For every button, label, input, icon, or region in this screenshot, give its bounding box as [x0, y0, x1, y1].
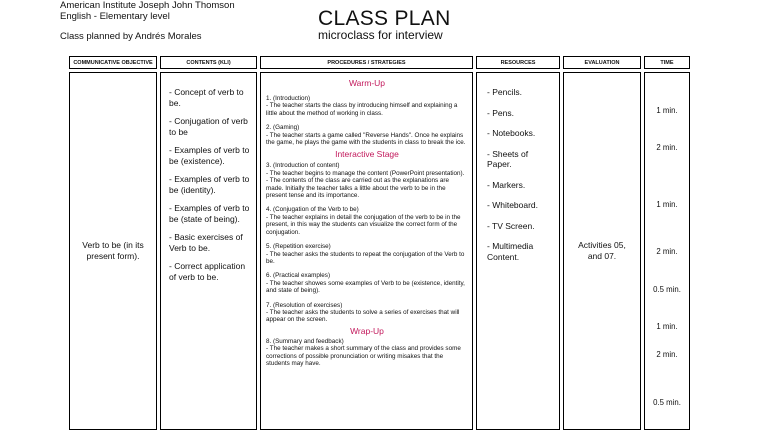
resource-item: - Multimedia Content. [487, 241, 534, 262]
resource-item: - Markers. [487, 179, 526, 190]
content-item: - Basic exercises of Verb to be. [169, 232, 243, 253]
content-item: - Examples of verb to be (state of being). [169, 203, 250, 224]
step-title: 8. (Summary and feedback) [266, 337, 344, 345]
course-level: English - Elementary level [60, 11, 170, 22]
step-text: - The teacher explains in detail the conjugation of the verb to be in the present, in this way the students can visualize the correct form of the conjugation. [266, 213, 461, 236]
step-title: 6. (Practical examples) [266, 272, 331, 280]
content-item: - Conjugation of verb to be [169, 116, 248, 137]
time-value: 1 min. [656, 322, 678, 331]
step-title: 1. (Introduction) [266, 95, 311, 102]
step-title: 7. (Resolution of exercises) [266, 301, 343, 309]
procedure-step [266, 243, 468, 265]
planned-by: Class planned by Andrés Morales [60, 31, 202, 42]
header-contents: CONTENTS (KLI) [160, 56, 257, 69]
stage-interactive: Interactive Stage [335, 149, 399, 160]
time-value: 0.5 min. [653, 285, 681, 294]
resources-cell [476, 72, 560, 430]
step-text: - The teacher makes a short summary of the class and provides some corrections of possible pronunciation or writing misakes that the students may have. [266, 345, 461, 367]
procedure-step [266, 338, 468, 368]
page-title: CLASS PLAN [318, 7, 451, 30]
content-item: - Correct application of verb to be. [169, 261, 246, 282]
time-value: 1 min. [656, 106, 678, 115]
procedure-step [266, 162, 468, 199]
stage-wrapup: Wrap-Up [350, 325, 384, 336]
time-value: 2 min. [656, 350, 678, 359]
content-item: - Examples of verb to be (identity). [169, 174, 250, 195]
page-subtitle: microclass for interview [318, 28, 443, 42]
procedures-cell [260, 72, 473, 430]
header-procedures: PROCEDURES / STRATEGIES [260, 56, 473, 69]
procedure-step [266, 206, 468, 236]
procedure-step [266, 95, 468, 117]
objective-text: Verb to be (in its present form). [82, 240, 144, 261]
institute-name: American Institute Joseph John Thomson [60, 0, 235, 11]
step-text: - The teacher starts the class by introducing himself and explaining a little about the method of working in class. [266, 102, 458, 117]
time-value: 2 min. [656, 247, 678, 256]
step-title: 5. (Repetition exercise) [266, 243, 331, 251]
time-cell [644, 72, 690, 430]
procedure-step [266, 302, 468, 324]
resource-item: - Pencils. [487, 87, 522, 97]
header-objective: COMMUNICATIVE OBJECTIVE [69, 56, 157, 69]
step-title: 4. (Conjugation of the Verb to be) [266, 206, 359, 214]
header-time: TIME [644, 56, 690, 69]
resource-item: - TV Screen. [487, 220, 535, 231]
stage-warmup: Warm-Up [348, 78, 386, 88]
time-value: 0.5 min. [653, 398, 681, 407]
header-resources: RESOURCES [476, 56, 560, 69]
step-title: 2. (Gaming) [266, 124, 300, 132]
step-text: - The teacher showes some examples of Verb to be (existence, identity, and state of being). [266, 279, 465, 295]
header-evaluation: EVALUATION [563, 56, 641, 69]
procedure-step [266, 272, 468, 294]
step-title: 3. (Introduction of content) [266, 162, 340, 170]
evaluation-text: Activities 05, and 07. [578, 240, 626, 261]
step-text: - The teacher starts a game called "Reverse Hands". Once he explains the game, he plays the game with the students in class to break the ice. [266, 131, 466, 147]
objective-cell [69, 72, 157, 430]
step-text: - The teacher asks the students to repeat the conjugation of the Verb to be. [266, 250, 465, 265]
content-item: - Examples of verb to be (existence). [169, 145, 250, 166]
contents-cell [160, 72, 257, 430]
time-value: 1 min. [656, 200, 678, 209]
content-item: - Concept of verb to be. [169, 87, 244, 108]
step-text: - The teacher begins to manage the content (PowerPoint presentation). - The contents of the class are carried out as the explanations are made. Initially the teacher talks a little about the verb to be in the present tense and its importance. [266, 169, 465, 200]
procedure-step [266, 124, 468, 146]
step-text: - The teacher asks the students to solve a series of exercises that will appear on the screen. [266, 308, 460, 324]
resource-item: - Sheets of Paper. [487, 148, 529, 169]
resource-item: - Whiteboard. [487, 200, 539, 210]
resource-item: - Notebooks. [487, 128, 536, 138]
time-value: 2 min. [656, 143, 678, 152]
resource-item: - Pens. [487, 107, 514, 118]
